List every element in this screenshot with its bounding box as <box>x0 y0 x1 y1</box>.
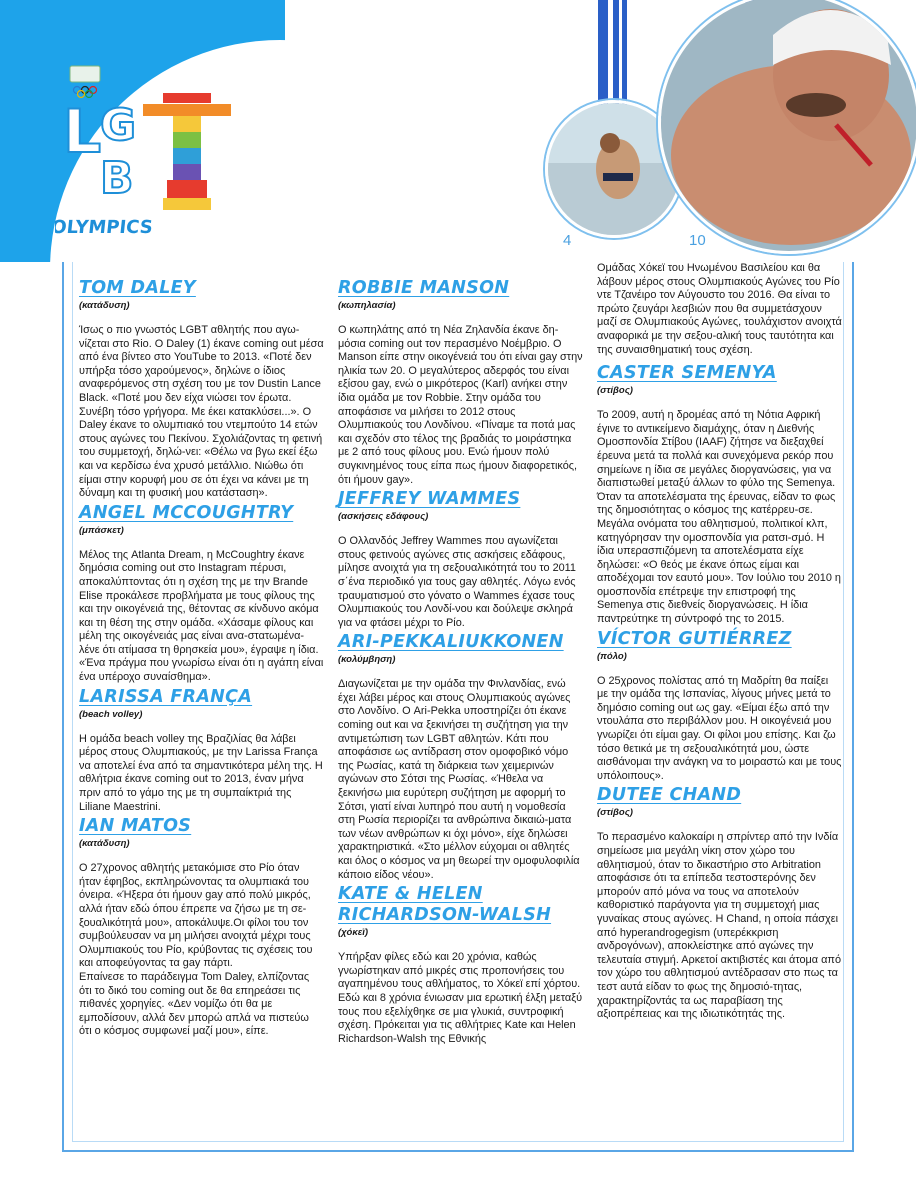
photo-water-polo <box>658 0 916 254</box>
article-text: Η ομάδα beach volley της Βραζιλίας θα λάβει μέρος στους Ολυμπιακούς, με την Larissa França να αποτελεί ένα από τα σημαντικότερα μέλη της. Η αθλήτρια έκανε coming out το 2013, έναν μήνα πριν από το γάμο της με τη συμπαίκτριά της Liliane Maestrini. <box>79 732 323 813</box>
article-text: Επαίνεσε το παράδειγμα Tom Daley, ελπίζοντας ότι το δικό του coming out δε θα επηρεάσει τις πιθανές χορηγίες. «Δεν νομίζω ότι θα με εμποδίσουν, αλλά δεν μπορώ απλά να πιστεύω ότι ο κόσμος συμφωνεί μαζί μου», είπε. <box>79 970 310 1038</box>
article-heading: CASTER SEMENYA <box>597 363 777 384</box>
article-text: Ο 27χρονος αθλητής μετακόμισε στο Ρίο όταν ήταν έφηβος, εκπληρώνοντας τα ολυμπιακά του όνειρα. «Ήξερα ότι ήμουν gay από πολύ μικρός, αλλά ήταν εδώ όπου έπρεπε να ζήσω με τη σε-ξουαλικότητά μου», αποκάλυψε.Οι φίλοι του τον συμβούλευσαν να μη μιλήσει ανοιχτά μέχρι τους Ολυμπιακούς του Ρίο, κρύβοντας τις σχέσεις του και αποφεύγοντας τα gay πάρτι. <box>79 862 313 970</box>
article-sport: (πόλο) <box>597 650 627 662</box>
article-heading: JEFFREY WAMMES <box>338 489 521 510</box>
svg-text:B: B <box>100 153 134 204</box>
article-heading: ROBBIE MANSON <box>338 278 510 298</box>
article-text: Ο 25χρονος πολίστας από τη Μαδρίτη θα παίξει με την ομάδα της Ισπανίας, λίγους μήνες μετά το δημόσιο coming out ως gay. «Είμαι έξω από την ντουλάπα στο περιβάλλον μου. Η οικογένειά μου γνωρίζει ότι είμαι gay. Οι φίλοι μου επίσης. Και ζω τόσο θετικά με τη σεξουαλικότητά μου, ώστε αισθάνομαι την ανάγκη να το μοιραστώ και με τους υπόλοιπους». <box>597 674 842 782</box>
article-text: Όταν τα αποτελέσματα της έρευνας, είδαν το φως της δημοσιότητας ο κόσμος της κατέρρευ-σε. Μεγάλα ονόματα του αθλητισμού, πολιτικοί κλπ, κατηγόρησαν την ομοσπονδία για ρατσι-σμό. Η ίδια υπερασπιζόμενη τα αποτελέσματα είχε δηλώσει: «Ο θεός με έκανε όπως είμαι και αποδέχομαι τον εαυτό μου». Τον Ιούλιο του 2010 η ομοσπονδία επέτρεψε την επιστροφή της Semenya στις διεθνείς διοργανώσεις. Η ίδια παντρεύτηκε τη σύντροφό της το 2015. <box>597 490 841 626</box>
article-sport: (χόκεϊ) <box>338 927 369 939</box>
column-1 <box>79 276 324 1039</box>
article-sport: (κατάδυση) <box>79 838 130 850</box>
article-text: Ομάδας Χόκεϊ του Ηνωμένου Βασιλείου και θα λάβουν μέρος στους Ολυμπιακούς Αγώνες του Ρίο ντε Τζανέιρο τον Αύγουστο του 2016. Θα είναι το πρώτο ζευγάρι λεσβιών που θα συμμετάσχουν μαζί σε Ολυμπιακούς Αγώνες, τουλάχιστον ανοιχτά αναφορικά με την σεξου-αλική τους ταυτότητα και της συναισθηματική τους σχέση. <box>597 262 842 356</box>
photo-number-right: 10 <box>689 232 706 249</box>
photo-number-left: 4 <box>563 232 572 249</box>
article-text: Υπήρξαν φίλες εδώ και 20 χρόνια, καθώς γνωρίστηκαν από μικρές στις προπονήσεις του αγαπημένου τους αθλήματος, το Χόκεϊ επί χόρτου. Εδώ και 8 χρόνια ένιωσαν μια ερωτική έλξη μεταξύ τους που εξελίχθηκε σε μια γλυκιά, συντροφική σχέση. Πρόκειται για τις αθλήτριες Kate και Helen Richardson-Walsh της Εθνικής <box>338 951 583 1045</box>
article-sport: (κολύμβηση) <box>338 654 396 666</box>
article-sport: (μπάσκετ) <box>79 524 124 536</box>
column-2 <box>338 276 583 1046</box>
article-text: Ο κωπηλάτης από τη Νέα Ζηλανδία έκανε δη-μόσια coming out τον περασμένο Νοέμβριο. Ο Manson είπε στην οικογένειά του ότι είναι gay στην ηλικία των 20. Ο μεγαλύτερος αδερφός του είναι εξίσου gay, ενώ ο μικρότερος (Karl) ανήκει στην ίδια ομάδα με τον Robbie. Στην ομάδα του αποφάσισε να μιλήσει το 2012 στους Ολυμπιακούς του Λονδίνου. «Πίναμε τα ποτά μας και σχεδόν στο τέλος της βραδιάς το μοιράστηκα με 2 από τους φίλους μου. Ενώ ήμουν πολύ συγκινημένος τους είπα πως ήμουν διαφορετικός, ότι ήμουν gay». <box>338 324 583 486</box>
article-sport: (κατάδυση) <box>79 300 130 311</box>
article-heading: VÍCTOR GUTIÉRREZ <box>597 628 792 649</box>
article-heading: ARI-PEKKALIUKKONEN <box>338 632 564 653</box>
lgbt-olympics-logo <box>55 60 245 250</box>
article-text: Μέλος της Atlanta Dream, η McCoughtry έκανε δημόσια coming out στο Instagram πέρυσι, αποκαλύπτοντας ότι η σχέση της με την Brande Elise προκάλεσε προβλήματα με τους φίλους της και την οικογένειά της, θέτοντας σε κίνδυνο ακόμα και τη θέση της στην ομάδα. «Χάσαμε φίλους και μέλη της οικογένειάς μας είναι ανα-στατωμένα- λένε ότι ατίμασα τη θρησκεία μου», έγραψε η ίδια. «Ένα πράγμα που γνωρίσω είναι ότι η αγάπη είναι ένα υπέροχο συναίσθημα». <box>79 548 324 684</box>
article-text: Το 2009, αυτή η δρομέας από τη Νότια Αφρική έγινε το αντικείμενο διαμάχης, όταν η Διεθνής Ομοσπονδία Στίβου (IAAF) ζήτησε να διεξαχθεί έρευνα μετά τα πολλά και συνεχόμενα ρεκόρ που σημείωνε η ίδια σε μεγάλες διοργανώσεις, για να διαπιστωθεί μεταξύ άλλων το φύλο της Semenya. <box>597 409 836 490</box>
article-heading: KATE & HELEN RICHARDSON-WALSH <box>338 884 552 926</box>
article-sport: (στίβος) <box>597 807 633 819</box>
article-sport: (beach volley) <box>79 708 143 720</box>
article-text: Το περασμένο καλοκαίρι η σπρίντερ από την Ινδία σημείωσε μια μεγάλη νίκη στον χώρο του αθλητισμού, όταν το δικαστήριο στο Arbitration αποφάσισε ότι τα επίπεδα τεστοστερόνης δεν μπορούν από μόνα να τους να αποτελούν καθοριστικό παράγοντα για τη συμμετοχή μιας γυναίκας στους αγώνες. Η Chand, η οποία πάσχει από hyperandrogegism (υπερέκκριση ανδρογόνων), αποκλείστηκε από αγώνες την τελευταία στιγμή. Αρκετοί ακτιβιστές και άτομα από τον χώρο του αθλητισμού αντέδρασαν στο πως τα τεστ αυτά είδαν το φως της δημοσιό-τητας, χαρακτηρίζοντάς τα ως παραβίαση της αξιοπρέπειας και της ιδιωτικότητάς της. <box>597 831 841 1021</box>
article-text: Ο Ολλανδός Jeffrey Wammes που αγωνίζεται στους φετινούς αγώνες στις ασκήσεις εδάφους, μίλησε ανοιχτά για τη σεξουαλικότητά του το 2011 σ΄ένα περιοδικό για τους gay αθλητές. Λόγω ενός τραυματισμού στο γόνατο ο Wammes έχασε τους Ολυμπιακούς του Λονδί-νου και δούλεψε σκληρά για να φτάσει μέχρι το Ρίο. <box>338 535 576 629</box>
column-3 <box>597 262 842 1022</box>
logo-subtitle: OLYMPICS <box>55 217 154 238</box>
svg-text:G: G <box>100 100 137 151</box>
svg-text:L: L <box>63 97 102 167</box>
article-sport: (στίβος) <box>597 385 633 397</box>
article-sport: (κωπηλασία) <box>338 300 396 311</box>
article-text: Ίσως ο πιο γνωστός LGBT αθλητής που αγω-νίζεται στο Rio. Ο Daley (1) έκανε coming out μέσα από ένα βίντεο στο YouTube το 2013. «Ποτέ δεν υπήρξα τόσο χαρούμενος», δηλώνε ο ίδιος αναφερόμενος στη σχέση του με τον Dustin Lance Black. «Ποτέ μου δεν είχα νιώσει τον έρωτα. Συνέβη τόσο γρήγορα. Με έκει κατακλύσει...». Ο Daley έκανε το ολυμπιακό του ντεμπούτο 14 ετών στους αγώνες του Πεκίνου. Σχολιάζοντας τη φετινή του συμμετοχή, δηλώ-νει: «Θέλω να βγω εκεί έξω και να κερδίσω ένα χρυσό μετάλλιο. Νιώθω ότι είμαι στην κορυφή μου σε ότι έχει να κάνει με τη δύναμη και τη φυσική μου κατάσταση». <box>79 324 324 500</box>
article-text: Διαγωνίζεται με την ομάδα την Φινλανδίας, ενώ έχει λάβει μέρος και στους Ολυμπιακούς αγώνες στο Λονδίνο. Ο Ari-Pekka υποστηρίζει ότι έκανε coming out και να ξεκινήσει τη συζήτηση για την αντιμετώπιση των LGBT αθλητών. Κάτι που αποφάσισε ως αντίδραση στον ομοφοβικό νόμο της Ρωσίας, κατά τη διάρκεια των χειμερινών αγώνων στο Σότσι της Ρωσίας. «Ήθελα να ξεκινήσω μια ευρύτερη συζήτηση με αφορμή το Σότσι, γιατί είναι λυπηρό που αυτή η νομοθεσία στη Ρωσία περιορίζει τα ανθρώπινα δικαιώ-ματα των νέων ανθρώπων κι όχι μόνο», είχε δηλώσει χαρακτηριστικά. «Στο μέλλον εύχομαι οι αθλητές και όλος ο κόσμος να μη θεωρεί την ομοφυλοφιλία κάποιο είδος νέου». <box>338 678 580 881</box>
article-heading: TOM DALEY <box>79 278 196 298</box>
article-heading: LARISSA FRANÇA <box>79 686 253 707</box>
article-heading: IAN MATOS <box>79 816 192 837</box>
article-heading: ANGEL MCCOUGHTRY <box>79 502 294 523</box>
article-heading: DUTEE CHAND <box>597 785 742 806</box>
article-sport: (ασκήσεις εδάφους) <box>338 511 429 523</box>
